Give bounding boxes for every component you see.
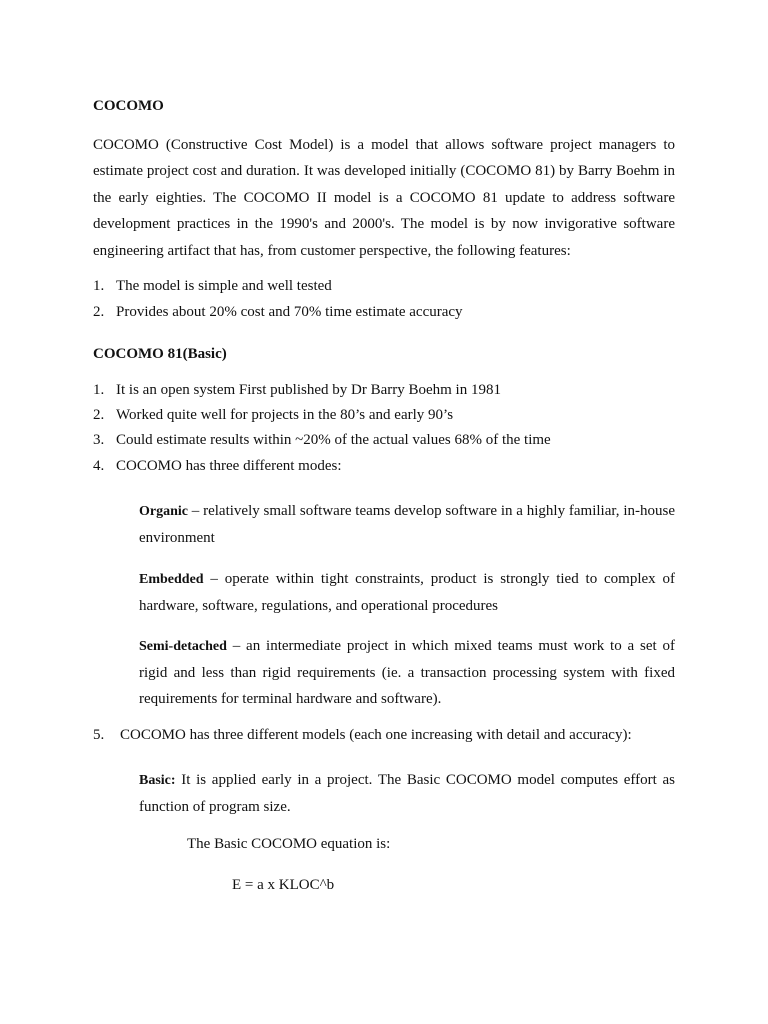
mode-organic: [139, 498, 675, 551]
list-text: The model is simple and well tested: [116, 278, 332, 294]
list-number: 2.: [93, 407, 105, 423]
list-number: 2.: [93, 304, 105, 320]
list-number: 4.: [93, 458, 105, 474]
model-description: It is applied early in a project. The Basic COCOMO model computes effort as function of program size.: [139, 772, 675, 816]
list-text: Provides about 20% cost and 70% time estimate accuracy: [116, 304, 463, 320]
feature-item: [93, 304, 463, 321]
mode-embedded: [139, 566, 675, 619]
mode-dash: –: [203, 571, 225, 587]
feature-item: [93, 278, 332, 295]
equation-intro: The Basic COCOMO equation is:: [187, 836, 391, 852]
model-term: Basic:: [139, 773, 176, 788]
list-text: Could estimate results within ~20% of the actual values 68% of the time: [116, 432, 551, 448]
list-text: Worked quite well for projects in the 80’s and early 90’s: [116, 407, 454, 423]
mode-term: Embedded: [139, 572, 204, 587]
list-text: It is an open system First published by Dr Barry Boehm in 1981: [116, 382, 501, 398]
mode-semi-detached: [139, 633, 675, 713]
mode-dash: –: [188, 503, 204, 519]
intro-paragraph: COCOMO (Constructive Cost Model) is a model that allows software project managers to estimate project cost and duration. It was developed initially (COCOMO 81) by Barry Boehm in the early eighties. The COCOMO II model is a COCOMO 81 update to address software development practices in the 1990's and 2000's. The model is by now invigorative software engineering artifact that has, from customer perspective, the following features:: [93, 137, 675, 259]
mode-term: Organic: [139, 504, 188, 519]
list-number: 1.: [93, 278, 105, 294]
point-five: [93, 727, 632, 744]
heading-cocomo-81-basic: COCOMO 81(Basic): [93, 346, 227, 362]
mode-dash: –: [226, 638, 247, 654]
basic-point: [93, 458, 342, 475]
mode-description: an intermediate project in which mixed teams must work to a set of rigid and less than rigid requirements (ie. a transaction processing system with fixed requirements for terminal hardware and software).: [139, 638, 675, 708]
list-text: COCOMO has three different modes:: [116, 458, 342, 474]
list-number: 1.: [93, 382, 105, 398]
basic-point: [93, 407, 453, 424]
mode-description: relatively small software teams develop software in a highly familiar, in-house environment: [139, 503, 675, 547]
basic-model: [139, 767, 675, 820]
basic-point: [93, 382, 501, 399]
basic-point: [93, 432, 551, 449]
mode-term: Semi-detached: [139, 639, 227, 654]
mode-description: operate within tight constraints, product is strongly tied to complex of hardware, software, regulations, and operational procedures: [139, 571, 675, 615]
heading-cocomo: COCOMO: [93, 98, 164, 114]
list-number: 3.: [93, 432, 105, 448]
list-text: COCOMO has three different models (each one increasing with detail and accuracy):: [120, 727, 632, 743]
equation: E = a x KLOC^b: [232, 877, 335, 893]
list-number: 5.: [93, 727, 105, 743]
